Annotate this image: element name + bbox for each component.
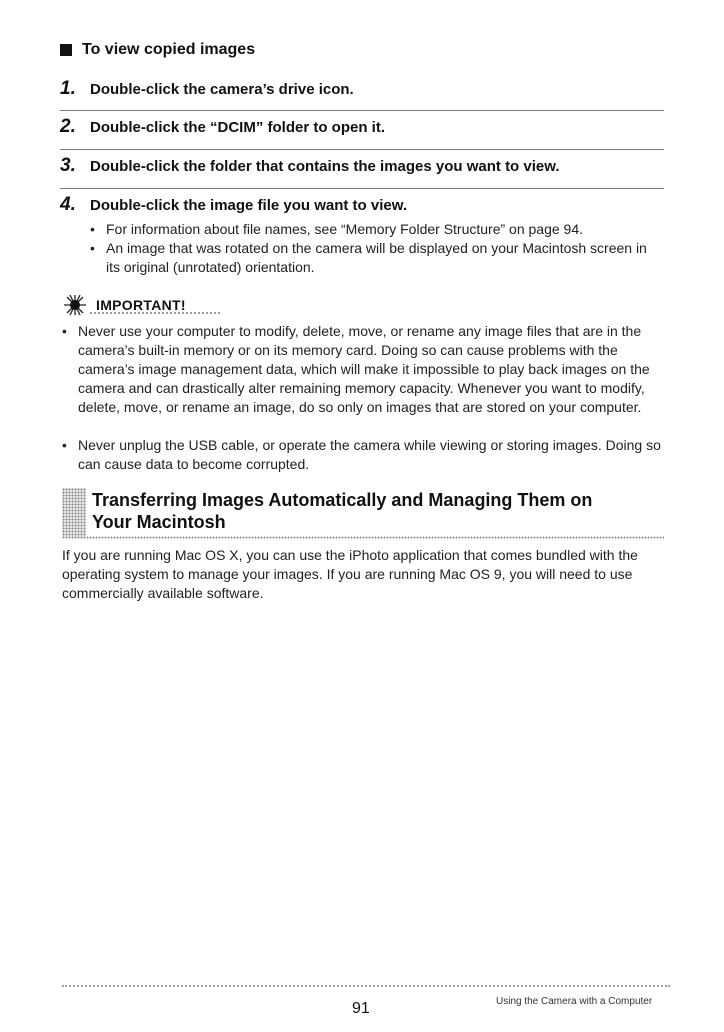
square-bullet-icon — [60, 44, 72, 56]
body-paragraph: If you are running Mac OS X, you can use the iPhoto application that comes bundled with the operating system to manage your images. If you are running Mac OS 9, you will need to use commercially available software. — [62, 547, 638, 601]
section-header — [60, 41, 255, 59]
step-text: Double-click the camera’s drive icon. — [90, 81, 354, 98]
bullet-dot-icon: • — [62, 323, 67, 339]
step-number: 1. — [60, 78, 76, 99]
step-1 — [60, 78, 354, 100]
heading-underline — [62, 536, 664, 539]
important-item: • Never use your computer to modify, delete, move, or rename any image files that are in the camera’s built-in memory or on its memory card. Doing so can cause problems with the camera’s image management data, which will make it impossible to play back images on the camera and can drastically alter remaining memory capacity. Whenever you want to modify, delete, move, or rename an image, do so only on images that are stored on your computer. — [62, 323, 650, 415]
step-text: Double-click the “DCIM” folder to open it. — [90, 119, 386, 136]
section-title: To view copied images — [82, 41, 256, 58]
footer-chapter-title: Using the Camera with a Computer — [496, 996, 653, 1007]
step-divider — [60, 149, 664, 150]
step-number: 3. — [60, 155, 76, 176]
page-number: 91 — [352, 1000, 370, 1017]
step-divider — [60, 110, 664, 111]
step-divider — [60, 188, 664, 189]
bullet-dot-icon: • — [62, 437, 67, 453]
section-heading — [92, 489, 662, 533]
bullet-dot-icon: • — [90, 240, 95, 256]
bullet-dot-icon: • — [90, 221, 95, 237]
important-item: • Never unplug the USB cable, or operate the camera while viewing or storing images. Doing so can cause data to become corrupted. — [62, 437, 661, 472]
important-underline — [90, 312, 220, 314]
step4-bullet: • For information about file names, see “Memory Folder Structure” on page 94. — [90, 221, 583, 237]
step-text: Double-click the folder that contains the images you want to view. — [90, 158, 560, 175]
heading-marker-bar — [62, 488, 86, 538]
step-3 — [60, 155, 560, 177]
step4-bullet: • An image that was rotated on the camera will be displayed on your Macintosh screen in its original (unrotated) orientation. — [90, 240, 647, 275]
heading-line-1: Transferring Images Automatically and Managing Them on — [92, 490, 593, 510]
step-2 — [60, 116, 385, 138]
step-4 — [60, 194, 407, 216]
step-number: 4. — [60, 194, 76, 215]
important-label: IMPORTANT! — [96, 297, 186, 313]
footer-rule — [62, 985, 670, 987]
step-number: 2. — [60, 116, 76, 137]
important-burst-icon — [62, 294, 88, 316]
heading-line-2: Your Macintosh — [92, 512, 226, 532]
step-text: Double-click the image file you want to view. — [90, 197, 408, 214]
